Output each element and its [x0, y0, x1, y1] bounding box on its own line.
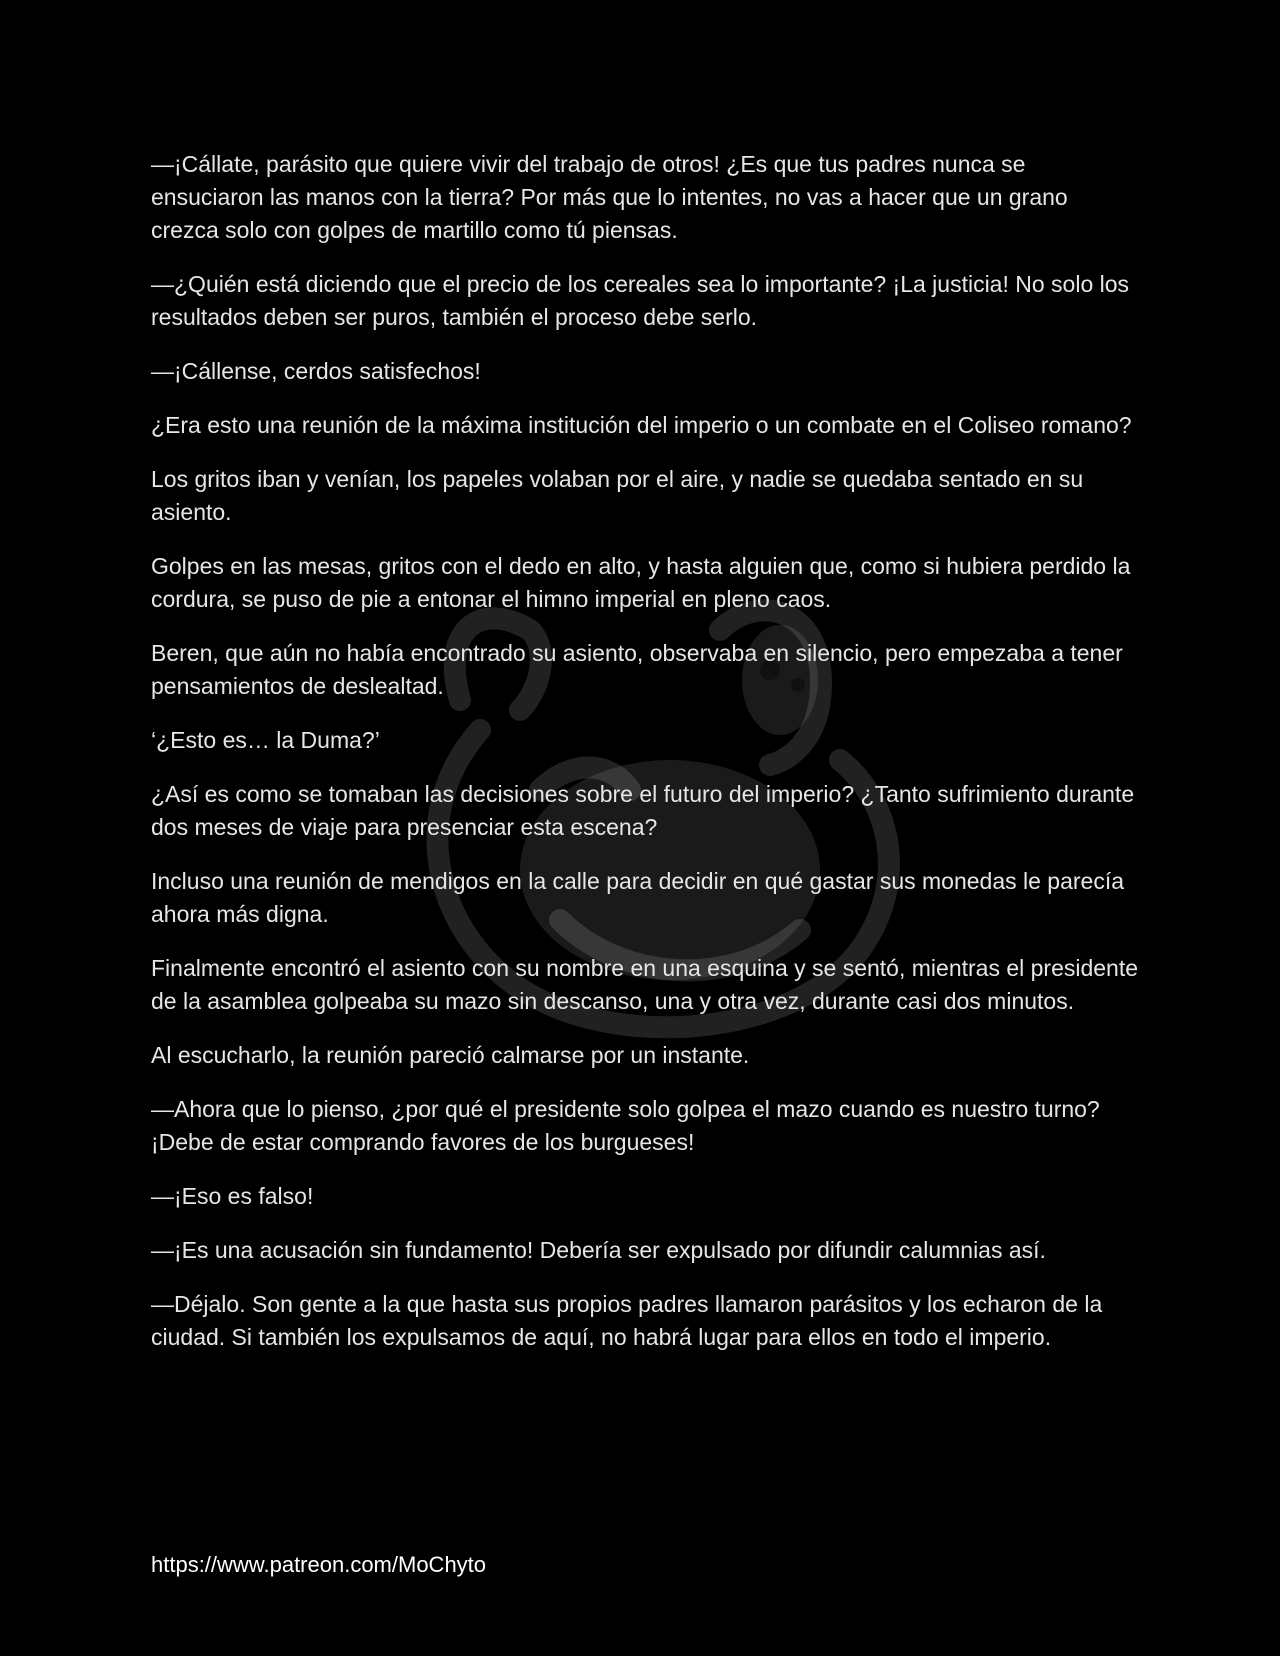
paragraph: —¿Quién está diciendo que el precio de los cereales sea lo importante? ¡La justicia! No solo los resultados deben ser puros, también el proceso debe serlo.	[151, 271, 1130, 330]
paragraph: Beren, que aún no había encontrado su asiento, observaba en silencio, pero empezaba a tener pensamientos de deslealtad.	[151, 640, 1123, 699]
paragraph: Finalmente encontró el asiento con su nombre en una esquina y se sentó, mientras el presidente de la asamblea golpeaba su mazo sin descanso, una y otra vez, durante casi dos minutos.	[151, 955, 1139, 1014]
paragraph: ¿Así es como se tomaban las decisiones sobre el futuro del imperio? ¿Tanto sufrimiento durante dos meses de viaje para presenciar esta escena?	[151, 781, 1135, 840]
document-body	[151, 148, 1141, 1375]
paragraph: —Ahora que lo pienso, ¿por qué el presidente solo golpea el mazo cuando es nuestro turno? ¡Debe de estar comprando favores de los burgueses!	[151, 1096, 1100, 1155]
patreon-link[interactable]: https://www.patreon.com/MoChyto	[151, 1552, 487, 1577]
paragraph: —¡Cállate, parásito que quiere vivir del trabajo de otros! ¿Es que tus padres nunca se ensuciaron las manos con la tierra? Por más que lo intentes, no vas a hacer que un grano crezca solo con golpes de martillo como tú piensas.	[151, 151, 1068, 243]
paragraph: Los gritos iban y venían, los papeles volaban por el aire, y nadie se quedaba sentado en su asiento.	[151, 466, 1084, 525]
paragraph: ¿Era esto una reunión de la máxima institución del imperio o un combate en el Coliseo romano?	[151, 412, 1132, 438]
paragraph: ‘¿Esto es… la Duma?’	[151, 727, 380, 753]
paragraph: —¡Es una acusación sin fundamento! Debería ser expulsado por difundir calumnias así.	[151, 1237, 1046, 1263]
paragraph: —¡Cállense, cerdos satisfechos!	[151, 358, 481, 384]
paragraph: —Déjalo. Son gente a la que hasta sus propios padres llamaron parásitos y los echaron de la ciudad. Si también los expulsamos de aquí, no habrá lugar para ellos en todo el imperio.	[151, 1291, 1103, 1350]
paragraph: Al escucharlo, la reunión pareció calmarse por un instante.	[151, 1042, 750, 1068]
paragraph: Incluso una reunión de mendigos en la calle para decidir en qué gastar sus monedas le parecía ahora más digna.	[151, 868, 1125, 927]
paragraph: —¡Eso es falso!	[151, 1183, 314, 1209]
paragraph: Golpes en las mesas, gritos con el dedo en alto, y hasta alguien que, como si hubiera perdido la cordura, se puso de pie a entonar el himno imperial en pleno caos.	[151, 553, 1131, 612]
